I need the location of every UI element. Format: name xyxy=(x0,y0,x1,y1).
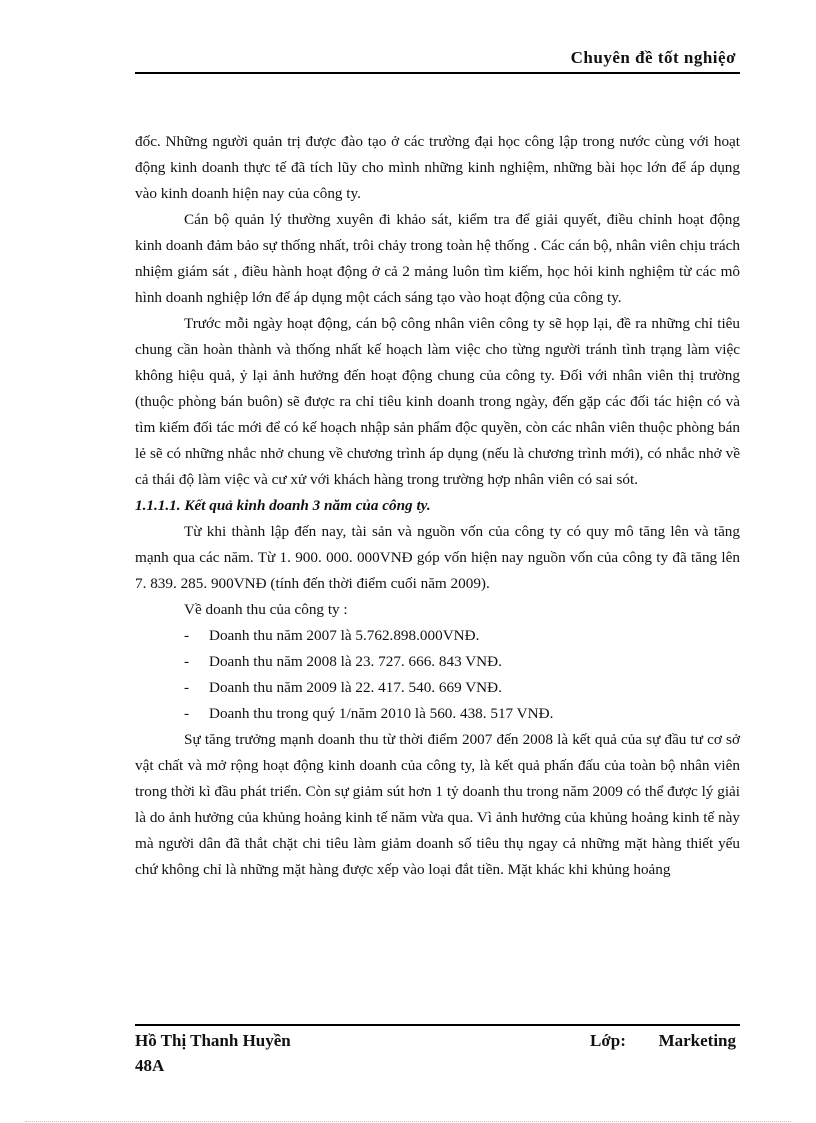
paragraph-management: Cán bộ quản lý thường xuyên đi khảo sát, kiểm tra để giải quyết, điều chỉnh hoạt động kinh doanh đảm bảo sự thống nhất, trôi chảy trong toàn hệ thống . Các cán bộ, nhân viên chịu trách nhiệm giám sát , điều hành hoạt động ở cả 2 mảng luôn tìm kiếm, học hỏi kinh nghiệm từ các mô hình doanh nghiệp lớn để áp dụng một cách sáng tạo vào hoạt động của công ty. xyxy=(135,211,740,306)
paragraph-capital: Từ khi thành lập đến nay, tài sản và nguồn vốn của công ty có quy mô tăng lên và tăng mạnh qua các năm. Từ 1. 900. 000. 000VNĐ góp vốn hiện nay nguồn vốn của công ty đã tăng lên 7. 839. 285. 900VNĐ (tính đến thời điểm cuối năm 2009). xyxy=(135,523,740,592)
header-divider xyxy=(135,72,740,74)
footer-class-major: Marketing xyxy=(658,1031,736,1050)
footer-class-label: Lớp: xyxy=(590,1031,626,1050)
paragraph-continuation: đốc. Những người quản trị được đào tạo ở các trường đại học công lập trong nước cùng với hoạt động kinh doanh thực tế đã tích lũy cho mình những kinh nghiệm, những bài học lớn để áp dụng vào kinh doanh hiện nay của công ty. xyxy=(135,133,740,202)
revenue-text: Doanh thu trong quý 1/năm 2010 là 560. 438. 517 VNĐ. xyxy=(209,705,554,722)
page-header-title: Chuyên đề tốt nghiệơ xyxy=(570,48,736,67)
document-body xyxy=(135,129,740,883)
list-dash: - xyxy=(184,627,190,644)
revenue-item-2010-q1 xyxy=(135,701,740,727)
list-dash: - xyxy=(184,653,190,670)
footer-divider xyxy=(135,1024,740,1026)
revenue-text: Doanh thu năm 2009 là 22. 417. 540. 669 VNĐ. xyxy=(209,679,502,696)
paragraph-growth-analysis: Sự tăng trưởng mạnh doanh thu từ thời điểm 2007 đến 2008 là kết quả của sự đầu tư cơ sở vật chất và mở rộng hoạt động kinh doanh của công ty, là kết quả phấn đấu của toàn bộ nhân viên trong thời kì đầu phát triển. Còn sự giảm sút hơn 1 tỷ doanh thu trong năm 2009 có thể được lý giải là do ảnh hưởng của khủng hoảng kinh tế năm vừa qua. Vì ảnh hưởng của khủng hoảng kinh tế này mà người dân đã thắt chặt chi tiêu làm giảm doanh số tiêu thụ ngay cả những mặt hàng thiết yếu chứ không chỉ là những mặt hàng được xếp vào loại đắt tiền. Mặt khác khi khủng hoảng xyxy=(135,731,740,878)
revenue-item-2008 xyxy=(135,649,740,675)
revenue-text: Doanh thu năm 2007 là 5.762.898.000VNĐ. xyxy=(209,627,480,644)
page-bottom-edge xyxy=(25,1121,791,1122)
list-dash: - xyxy=(184,705,190,722)
footer-author-name: Hồ Thị Thanh Huyền xyxy=(135,1031,291,1050)
revenue-text: Doanh thu năm 2008 là 23. 727. 666. 843 VNĐ. xyxy=(209,653,502,670)
paragraph-daily-meeting: Trước mỗi ngày hoạt động, cán bộ công nhân viên công ty sẽ họp lại, đề ra những chỉ tiêu chung cần hoàn thành và thống nhất kế hoạch làm việc cho từng người tránh tình trạng làm việc không hiệu quả, ỷ lại ảnh hưởng đến hoạt động chung của công ty. Đối với nhân viên thị trường (thuộc phòng bán buôn) sẽ được ra chỉ tiêu kinh doanh trong ngày, đến gặp các đối tác hiện có và tìm kiếm đối tác mới để có kế hoạch nhập sản phẩm độc quyền, còn các nhân viên thuộc phòng bán lẻ sẽ có những nhắc nhở chung về chương trình áp dụng (nếu là chương trình mới), có nhắc nhở về cả thái độ làm việc và cư xử với khách hàng trong trường hợp nhân viên có sai sót. xyxy=(135,315,740,488)
footer-class-cohort: 48A xyxy=(135,1056,165,1075)
list-dash: - xyxy=(184,679,190,696)
revenue-item-2007 xyxy=(135,623,740,649)
revenue-intro: Về doanh thu của công ty : xyxy=(184,601,348,618)
revenue-item-2009 xyxy=(135,675,740,701)
section-heading: 1.1.1.1. Kết quả kinh doanh 3 năm của công ty. xyxy=(135,497,431,514)
